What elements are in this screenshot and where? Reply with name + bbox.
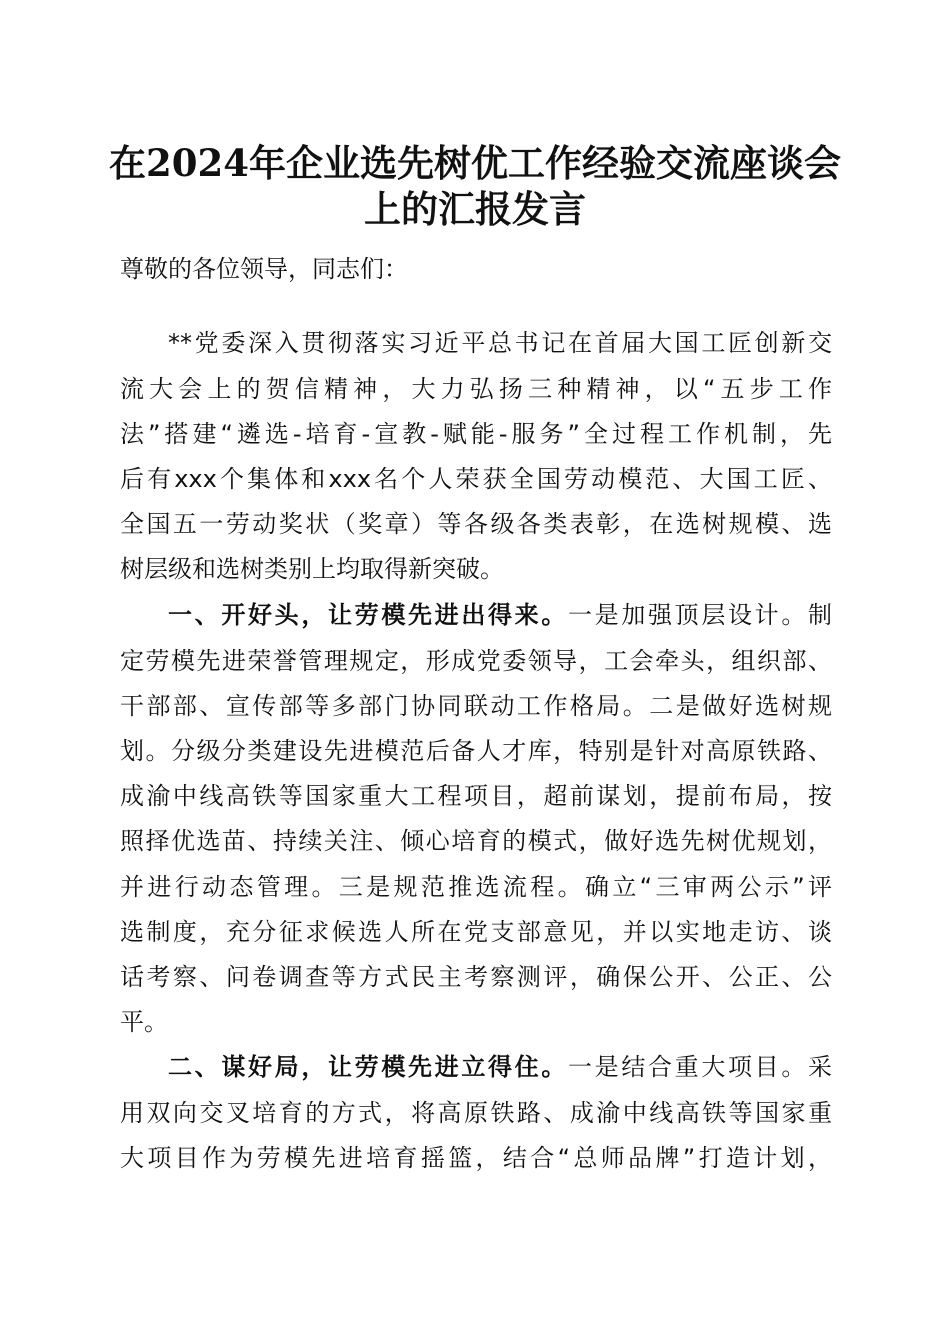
paragraph-1-line: 流大会上的贺信精神，大力弘扬三种精神，以“五步工作: [120, 375, 832, 403]
paragraph-2-line: 照择优选苗、持续关注、倾心培育的模式，做好选先树优规划，: [120, 827, 832, 855]
salutation: 尊敬的各位领导，同志们：: [120, 255, 408, 283]
paragraph-2-line: 划。分级分类建设先进模范后备人才库，特别是针对高原铁路、: [120, 737, 832, 765]
paragraph-3-line: 用双向交叉培育的方式，将高原铁路、成渝中线高铁等国家重: [120, 1099, 832, 1127]
paragraph-2-line: 话考察、问卷调查等方式民主考察测评，确保公开、公正、公: [120, 963, 832, 991]
paragraph-2-line: 选制度，充分征求候选人所在党支部意见，并以实地走访、谈: [120, 918, 832, 946]
paragraph-3-line-text: 一是结合重大项目。采: [568, 1053, 832, 1081]
paragraph-1-line: **党委深入贯彻落实习近平总书记在首届大国工匠创新交: [168, 329, 832, 357]
paragraph-1-line: 后有xxx个集体和xxx名个人荣获全国劳动模范、大国工匠、: [120, 465, 832, 493]
paragraph-2-line: 定劳模先进荣誉管理规定，形成党委领导，工会牵头，组织部、: [120, 647, 832, 675]
paragraph-2-line: 平。: [120, 1008, 168, 1036]
paragraph-1-line: 树层级和选树类别上均取得新突破。: [120, 555, 504, 583]
paragraph-2-line: 干部部、宣传部等多部门协同联动工作格局。二是做好选树规: [120, 692, 832, 720]
document-title-line-2: 上的汇报发言: [364, 187, 586, 231]
section-1-heading: 一、开好头，让劳模先进出得来。: [168, 601, 568, 629]
paragraph-3-line: 大项目作为劳模先进培育摇篮，结合“总师品牌”打造计划，: [120, 1144, 832, 1172]
paragraph-1-line: 全国五一劳动奖状（奖章）等各级各类表彰，在选树规模、选: [120, 510, 832, 538]
paragraph-2-line: 并进行动态管理。三是规范推选流程。确立“三审两公示”评: [120, 873, 832, 901]
paragraph-1-line: 法”搭建“遴选-培育-宣教-赋能-服务”全过程工作机制，先: [120, 420, 832, 448]
paragraph-2-first-line: [168, 592, 832, 638]
paragraph-3-first-line: [168, 1044, 832, 1090]
paragraph-2-line-text: 一是加强顶层设计。制: [568, 601, 832, 629]
paragraph-2-line: 成渝中线高铁等国家重大工程项目，超前谋划，提前布局，按: [120, 782, 832, 810]
document-title-line-1: 在2024年企业选先树优工作经验交流座谈会: [109, 141, 841, 185]
section-2-heading: 二、谋好局，让劳模先进立得住。: [168, 1053, 568, 1081]
